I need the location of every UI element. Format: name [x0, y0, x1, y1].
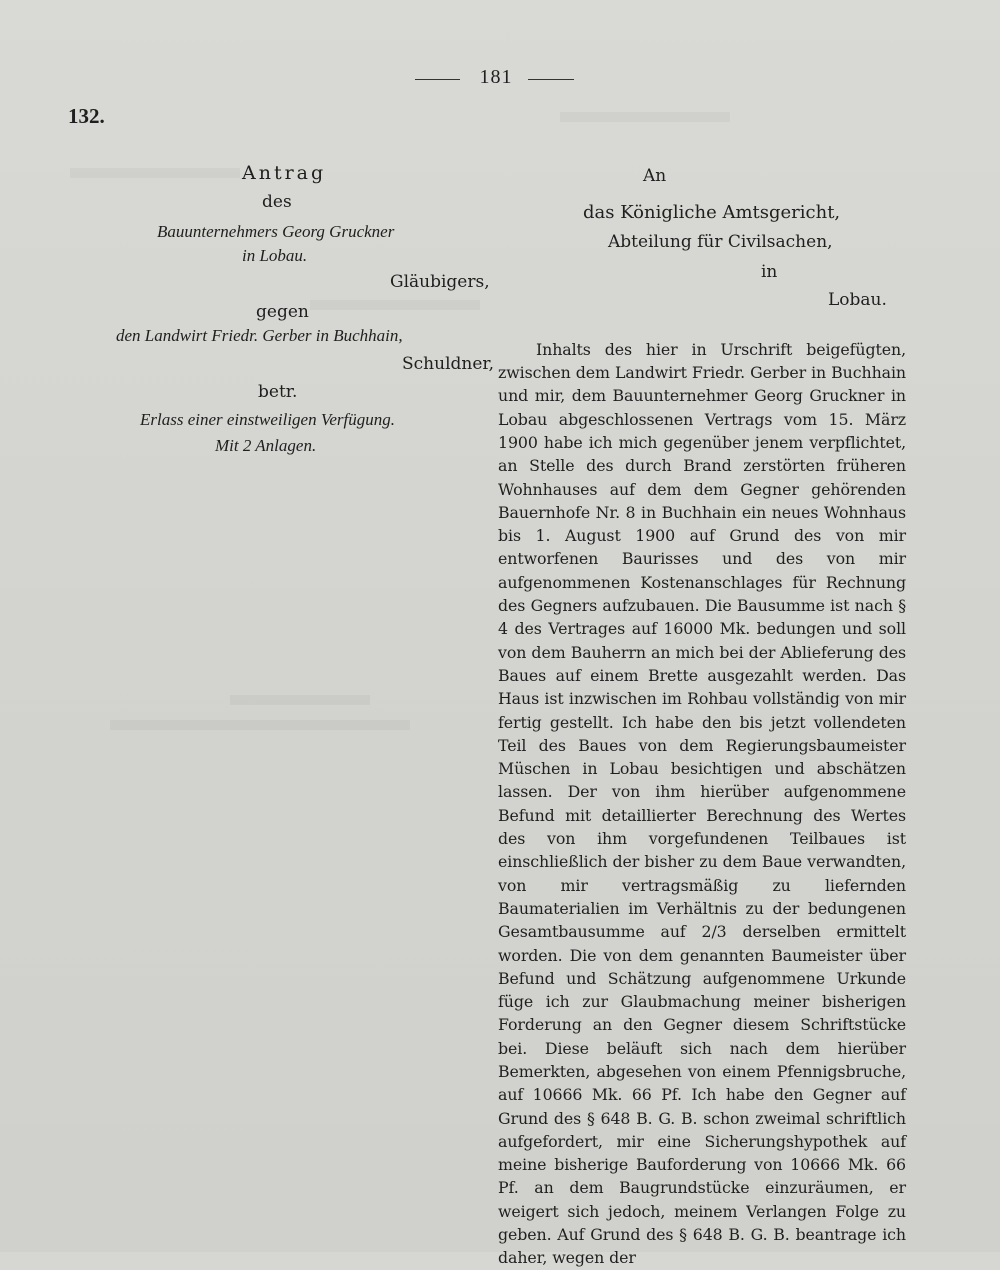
caption-betr: betr.	[258, 382, 298, 402]
page-number: 181	[479, 66, 513, 88]
letter-body: Inhalts des hier in Urschrift beigefügten, zwischen dem Landwirt Friedr. Gerber in Buchhain und mir, dem Bauunternehmer Georg Gruckner in Lobau abgeschlossenen Vertrags vom 15. März 1900 habe ich mich gegenüber jenem verpflichtet, an Stelle des durch Brand zerstörten früheren Wohnhauses auf dem dem Gegner gehörenden Bauernhofe Nr. 8 in Buchhain ein neues Wohnhaus bis 1. August 1900 auf Grund des von mir entworfenen Baurisses und des von mir aufgenommenen Kostenanschlages für Rechnung des Gegners aufzubauen. Die Bausumme ist nach § 4 des Vertrages auf 16000 Mk. bedungen und soll von dem Bauherrn an mich bei der Ablieferung des Baues auf einem Brette ausgezahlt werden. Das Haus ist inzwischen im Rohbau vollständig von mir fertig gestellt. Ich habe den bis jetzt vollendeten Teil des Baues von dem Regierungsbaumeister Müschen in Lobau besichtigen und abschätzen lassen. Der von ihm hierüber aufgenommene Befund mit detaillierter Berechnung des Wertes des von ihm vorgefundenen Teilbaues ist einschließlich der bisher zu dem Baue verwandten, von mir vertragsmäßig zu liefernden Baumaterialien im Verhältnis zu der bedungenen Gesamtbausumme auf 2/3 derselben ermittelt worden. Die von dem genannten Baumeister über Befund und Schätzung aufgenommene Urkunde füge ich zur Glaubmachung meiner bisherigen Forderung an den Gegner diesem Schriftstücke bei. Diese beläuft sich nach dem hierüber Bemerkten, abgesehen von einem Pfennigsbruche, auf 10666 Mk. 66 Pf. Ich habe den Gegner auf Grund des § 648 B. G. B. schon zweimal schriftlich aufgefordert, mir eine Sicherungshypothek auf meine bisherige Bauforderung von 10666 Mk. 66 Pf. an dem Baugrundstücke einzuräumen, er weigert sich jedoch, meinem Verlangen Folge zu geben. Auf Grund des § 648 B. G. B. beantrage ich daher, wegen der	[498, 339, 906, 1268]
address-in: in	[761, 262, 778, 282]
page-header	[0, 66, 1000, 96]
header-rule-left	[415, 79, 460, 80]
bleed-through-texture	[560, 112, 730, 122]
defendant-line: den Landwirt Friedr. Gerber in Buchhain,	[116, 326, 403, 345]
caption-title: Antrag	[242, 162, 327, 184]
document-number: 132.	[68, 104, 105, 128]
address-city: Lobau.	[828, 290, 887, 310]
applicant-line-1: Bauunternehmers Georg Gruckner	[157, 222, 395, 241]
creditor-role: Gläubigers,	[390, 272, 490, 292]
bleed-through-texture	[110, 720, 410, 730]
address-court: das Königliche Amtsgericht,	[583, 202, 841, 223]
bleed-through-texture	[70, 168, 240, 178]
debtor-role: Schuldner,	[402, 354, 495, 374]
bleed-through-texture	[230, 695, 370, 705]
attachments-line: Mit 2 Anlagen.	[215, 436, 317, 455]
address-an: An	[643, 166, 667, 186]
caption-des: des	[262, 192, 292, 212]
caption-gegen: gegen	[256, 302, 309, 322]
header-rule-right	[528, 79, 574, 80]
subject-line: Erlass einer einstweiligen Verfügung.	[140, 410, 395, 429]
applicant-line-2: in Lobau.	[242, 246, 308, 265]
address-department: Abteilung für Civilsachen,	[608, 232, 833, 252]
bleed-through-texture	[310, 300, 480, 310]
